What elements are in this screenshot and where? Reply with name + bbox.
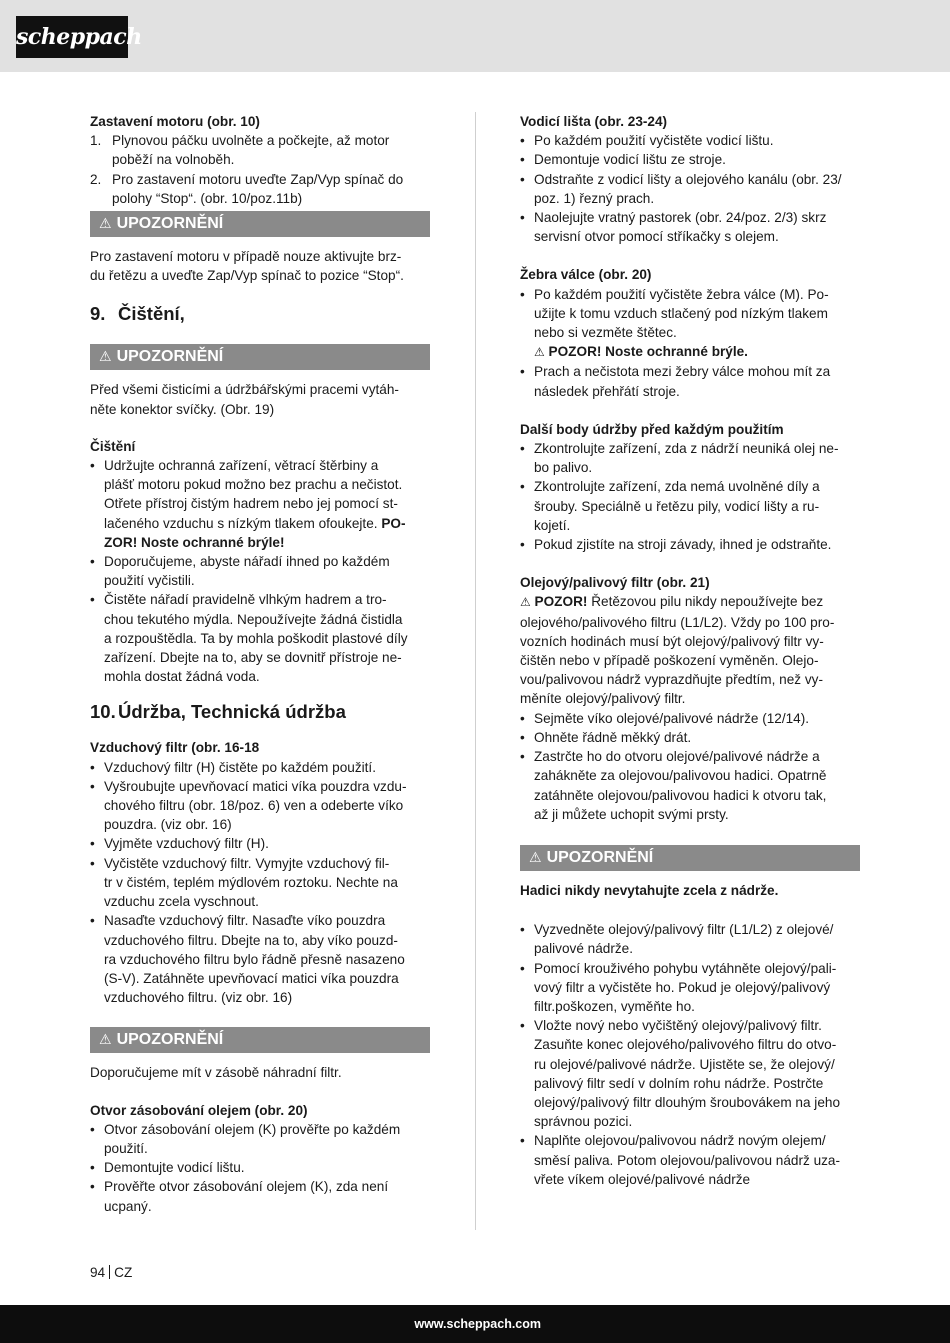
- list-item: 1. Plynovou páčku uvolněte a počkejte, až motor poběží na volnoběh.: [90, 133, 390, 168]
- maintenance-points-title: Další body údržby před každým použitím: [520, 421, 784, 437]
- list-item: • Po každém použití vyčistěte vodicí lištu.: [520, 133, 774, 149]
- list-item: • Demontuje vodicí lištu ze stroje.: [520, 152, 726, 168]
- list-item: • Nasaďte vzduchový filtr. Nasaďte víko pouzdra vzduchového filtru. Dbejte na to, aby víko pouzd- ra vzduchového filtru bylo řádně přesně nasazeno (S-V). Zatáhněte upevňovací matici víka pouzdra vzduchového filtru. (viz obr. 16): [90, 913, 405, 1006]
- guide-bar-list: [520, 131, 860, 246]
- list-item: • Vyjměte vzduchový filtr (H).: [90, 836, 269, 852]
- page-number: 94 CZ: [90, 1265, 133, 1280]
- section-heading-9: 9. Čištění,: [90, 303, 185, 325]
- right-column: [520, 112, 860, 1189]
- warning-text: Doporučujeme mít v zásobě náhradní filtr.: [90, 1065, 342, 1081]
- list-item: • Zastrčte ho do otvoru olejové/palivové nádrže a zahákněte za olejovou/palivovou hadici. Opatrně zatáhněte olejovou/palivovou hadici k otvoru tak, až ji můžete uchopit svými prsty.: [520, 749, 827, 822]
- list-item: • Prach a nečistota mezi žebry válce mohou mít za následek přehřátí stroje.: [520, 364, 831, 399]
- warning-banner: ⚠ UPOZORNĚNÍ: [90, 211, 430, 237]
- list-item: • Ohněte řádně měkký drát.: [520, 729, 692, 745]
- oil-supply-title: Otvor zásobování olejem (obr. 20): [90, 1102, 308, 1118]
- stop-motor-title: Zastavení motoru (obr. 10): [90, 114, 260, 129]
- list-item: • Vyčistěte vzduchový filtr. Vymyjte vzduchový fil- tr v čistém, teplém mýdlovém roztoku. Nechte na vzduchu zcela vyschnout.: [90, 855, 398, 910]
- maintenance-points-list: [520, 439, 860, 554]
- list-item: • Prověřte otvor zásobování olejem (K), zda není ucpaný.: [90, 1179, 389, 1214]
- section-heading-10: 10. Údržba, Technická údržba: [90, 701, 346, 723]
- list-item: • Otvor zásobování olejem (K) prověřte po každém použití.: [90, 1121, 401, 1156]
- warning-triangle-icon: ⚠: [534, 345, 545, 360]
- list-item: • Vzduchový filtr (H) čistěte po každém použití.: [90, 759, 376, 775]
- warning-banner: ⚠ UPOZORNĚNÍ: [90, 344, 430, 370]
- list-item: 2. Pro zastavení motoru uveďte Zap/Vyp spínač do polohy “Stop“. (obr. 10/poz.11b): [90, 171, 404, 206]
- list-item: • Demontujte vodicí lištu.: [90, 1160, 245, 1176]
- oil-filter-text: ⚠ POZOR! Řetězovou pilu nikdy nepoužívejte bez olejového/palivového filtru (L1/L2). Vždy po 100 pro- vozních hodinách musí být olejový/palivový filtr vy- čištěn nebo v případě poškození vyměněn. Olejo- vou/palivovou nádrž vyprazdňujte předtím, než vy- měníte olejový/palivový filtr.: [520, 594, 835, 707]
- warning-triangle-icon: ⚠: [529, 849, 542, 866]
- list-item: • Zkontrolujte zařízení, zda z nádrží neuniká olej ne- bo palivo.: [520, 441, 839, 476]
- warning-banner: ⚠ UPOZORNĚNÍ: [520, 845, 860, 871]
- cylinder-fins-list: [520, 285, 860, 401]
- oil-filter-list: [520, 709, 860, 824]
- list-item: • Čistěte nářadí pravidelně vlhkým hadrem a tro- chou tekutého mýdla. Nepoužívejte žádná čistidla a rozpouštědla. Ta by mohla poškodit plastové díly zařízení. Dbejte na to, aby se dovnitř přístroje ne- mohla dostat žádná voda.: [90, 592, 408, 685]
- cleaning-title: Čištění: [90, 438, 136, 454]
- stop-motor-list: [90, 131, 430, 208]
- warning-triangle-icon: ⚠: [99, 1032, 112, 1049]
- warning-banner: ⚠ UPOZORNĚNÍ: [90, 1027, 430, 1053]
- list-item: • Vložte nový nebo vyčištěný olejový/palivový filtr. Zasuňte konec olejového/palivového filtru do otvo- ru olejové/palivové nádrže. Ujistěte se, že olejový/ palivový filtr sedí v dolním rohu nádrže. Postrčte olejový/palivový filtr dlouhým šroubovákem na jeho správnou pozici.: [520, 1018, 841, 1130]
- list-item: • Pomocí krouživého pohybu vytáhněte olejový/pali- vový filtr a vyčistěte ho. Pokud je olejový/palivový filtr.poškozen, vyměňte ho.: [520, 960, 837, 1014]
- list-item: • Zkontrolujte zařízení, zda nemá uvolněné díly a šrouby. Speciálně u řetězu pily, vodicí lišty a ru- kojetí.: [520, 479, 820, 533]
- list-item: • Udržujte ochranná zařízení, větrací štěrbiny a plášť motoru pokud možno bez prachu a nečistot. Otřete přístroj čistým hadrem nebo jej pomocí st- lačeného vzduchu s nízkým tlakem ofoukejte. PO- ZOR! Noste ochranné brýle!: [90, 458, 406, 550]
- warning-triangle-icon: ⚠: [520, 595, 531, 610]
- warning-text: Pro zastavení motoru v případě nouze aktivujte brz- du řetězu a uveďte Zap/Vyp spínač to pozice “Stop“.: [90, 249, 404, 284]
- footer-band: [0, 1305, 950, 1343]
- filter-replace-list: [520, 920, 860, 1189]
- cylinder-fins-title: Žebra válce (obr. 20): [520, 267, 652, 283]
- oil-filter-title: Olejový/palivový filtr (obr. 21): [520, 575, 710, 591]
- scheppach-logo: scheppach: [16, 16, 128, 58]
- air-filter-list: [90, 758, 430, 1008]
- website-url: www.scheppach.com: [414, 1317, 541, 1331]
- column-divider: [475, 112, 476, 1230]
- list-item: • Vyšroubujte upevňovací matici víka pouzdra vzdu- chového filtru (obr. 18/poz. 6) ven a odeberte víko pouzdra. (viz obr. 16): [90, 778, 407, 833]
- cleaning-list: [90, 456, 430, 686]
- guide-bar-title: Vodicí lišta (obr. 23-24): [520, 114, 668, 129]
- list-item: • Pokud zjistíte na stroji závady, ihned je odstraňte.: [520, 537, 832, 553]
- air-filter-title: Vzduchový filtr (obr. 16-18: [90, 740, 260, 756]
- warning-triangle-icon: ⚠: [99, 349, 112, 366]
- list-item: • Odstraňte z vodicí lišty a olejového kanálu (obr. 23/ poz. 1) řezný prach.: [520, 171, 842, 206]
- list-item: • Naplňte olejovou/palivovou nádrž novým olejem/ směsí paliva. Potom olejovou/palivovou nádrž uza- vřete víkem olejové/palivové nádrže: [520, 1133, 841, 1187]
- list-item: • Vyzvedněte olejový/palivový filtr (L1/L2) z olejové/ palivové nádrže.: [520, 922, 834, 957]
- oil-supply-list: [90, 1120, 430, 1216]
- warning-text: Před všemi čisticími a údržbářskými pracemi vytáh- něte konektor svíčky. (Obr. 19): [90, 382, 399, 417]
- warning-text: Hadici nikdy nevytahujte zcela z nádrže.: [520, 882, 779, 898]
- list-item: • Sejměte víko olejové/palivové nádrže (12/14).: [520, 710, 810, 726]
- list-item: • Doporučujeme, abyste nářadí ihned po každém použití vyčistili.: [90, 554, 390, 589]
- header-band: [0, 0, 950, 72]
- left-column: [90, 112, 430, 1216]
- list-item: • Naolejujte vratný pastorek (obr. 24/poz. 2/3) skrz servisní otvor pomocí stříkačky s olejem.: [520, 210, 827, 245]
- list-item: • Po každém použití vyčistěte žebra válce (M). Po- užijte k tomu vzduch stlačený pod nízkým tlakem nebo si vezměte štětec. ⚠ POZOR! Noste ochranné brýle.: [520, 286, 829, 360]
- warning-triangle-icon: ⚠: [99, 216, 112, 233]
